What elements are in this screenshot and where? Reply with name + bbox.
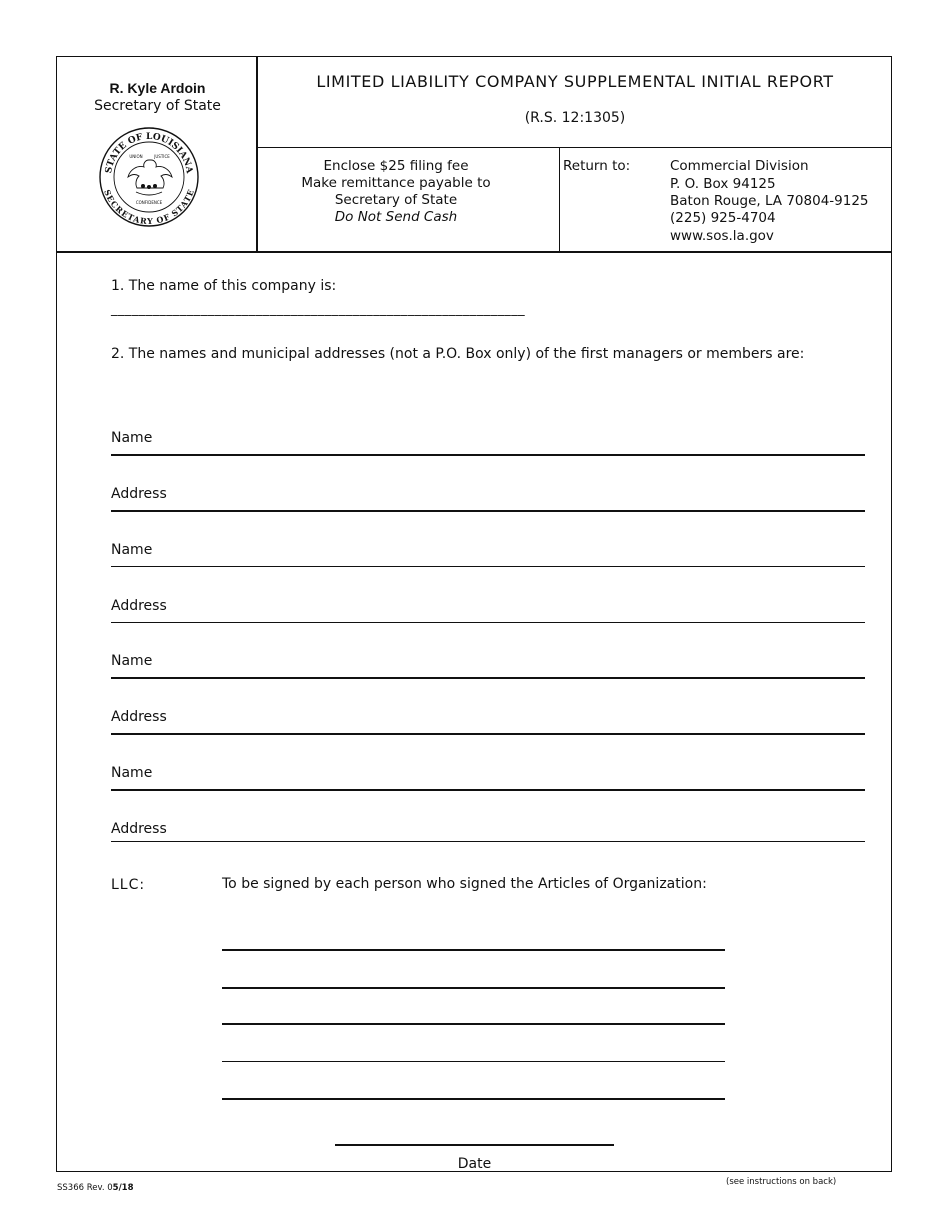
form-number-prefix: SS366 Rev. 0 [57,1183,113,1193]
llc-label: LLC: [111,877,146,893]
manager-2-name-label: Name [111,542,153,558]
seal-motto-right: JUSTICE [154,154,170,159]
manager-3-name-label: Name [111,653,153,669]
seal-motto-bottom: CONFIDENCE [135,200,163,205]
header-title-divider [256,147,892,148]
return-line-2: P. O. Box 94125 [670,176,776,192]
manager-3-address-label: Address [111,709,167,725]
manager-4-name-line[interactable] [111,789,865,791]
signature-line-4[interactable] [222,1061,725,1062]
svg-text:STATE OF LOUISIANA [104,132,194,175]
state-seal-icon [98,126,200,228]
official-title: Secretary of State [94,98,221,114]
manager-3-address-line[interactable] [111,733,865,735]
signature-line-2[interactable] [222,987,725,989]
manager-4-name-label: Name [111,765,153,781]
statute-reference: (R.S. 12:1305) [524,110,626,126]
signature-line-3[interactable] [222,1023,725,1025]
header-fee-divider [559,147,560,252]
return-line-1: Commercial Division [670,158,809,174]
return-line-3: Baton Rouge, LA 70804-9125 [670,193,869,209]
signature-instruction: To be signed by each person who signed the Articles of Organization: [222,876,707,892]
manager-2-address-label: Address [111,598,167,614]
manager-4-address-line[interactable] [111,841,865,842]
instructions-note: (see instructions on back) [726,1177,837,1187]
form-revision: 5/18 [112,1183,134,1193]
form-title: LIMITED LIABILITY COMPANY SUPPLEMENTAL INITIAL REPORT [316,72,834,91]
date-label: Date [457,1156,492,1172]
return-line-4: (225) 925-4704 [670,210,776,226]
fee-line-2: Make remittance payable to [301,175,491,191]
return-label: Return to: [563,158,631,174]
form-number [57,1183,134,1193]
manager-1-name-line[interactable] [111,454,865,456]
signature-line-1[interactable] [222,949,725,951]
manager-4-address-label: Address [111,821,167,837]
fee-line-3: Secretary of State [334,192,458,208]
fee-line-1: Enclose $25 filing fee [323,158,469,174]
fee-line-4: Do Not Send Cash [334,209,458,225]
header-bottom-divider [56,251,892,253]
manager-2-address-line[interactable] [111,622,865,623]
seal-top-text: STATE OF LOUISIANA [104,131,194,175]
manager-2-name-line[interactable] [111,566,865,567]
manager-1-address-line[interactable] [111,510,865,512]
manager-1-name-label: Name [111,430,153,446]
seal-bottom-text: SECRETARY OF STATE [102,188,196,227]
question-1-label: 1. The name of this company is: [111,278,337,294]
official-name: R. Kyle Ardoin [109,80,206,96]
company-name-blank[interactable]: ____________________________________________________________ [111,302,525,317]
seal-motto-left: UNION [129,154,143,159]
manager-1-address-label: Address [111,486,167,502]
manager-3-name-line[interactable] [111,677,865,679]
date-line[interactable] [335,1144,614,1146]
signature-line-5[interactable] [222,1098,725,1100]
question-2-label: 2. The names and municipal addresses (not a P.O. Box only) of the first managers or members are: [111,346,805,362]
svg-text:SECRETARY OF STATE [102,188,196,226]
return-line-5: www.sos.la.gov [670,228,774,244]
